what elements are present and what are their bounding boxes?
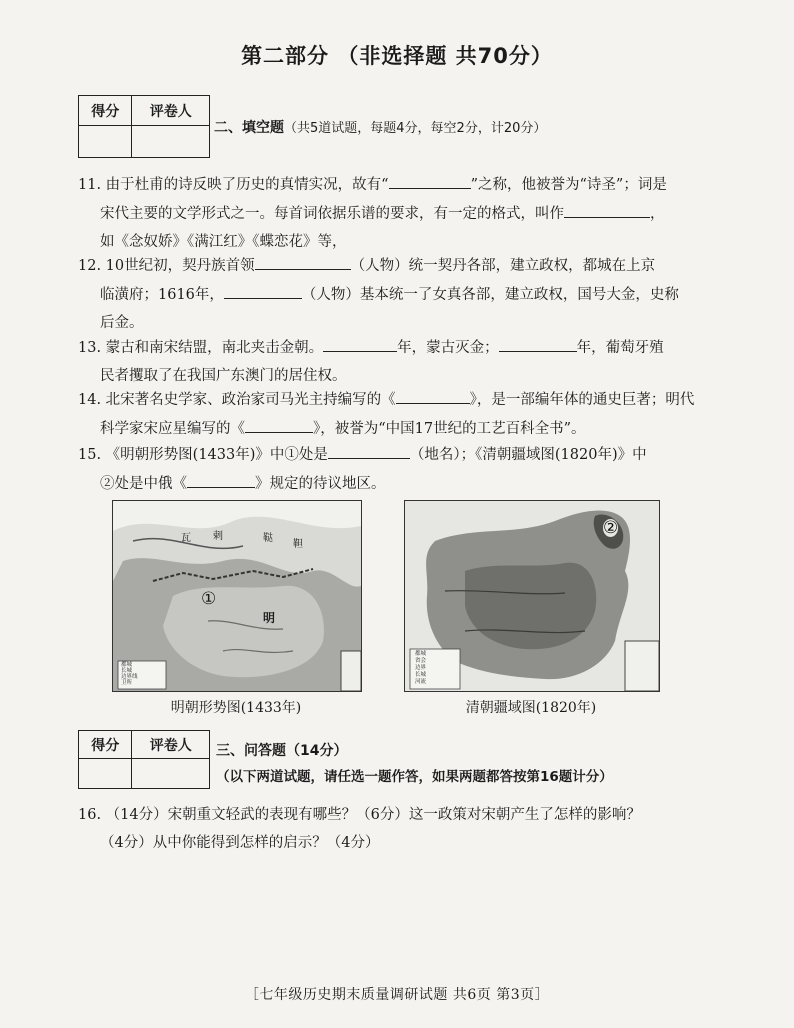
ming-map-graphic [113,501,361,691]
answer-blank[interactable] [187,469,255,488]
section2-note: （共5道试题，每题4分，每空2分，计20分） [284,121,547,136]
q14-text: 科学家宋应星编写的《 [100,421,245,437]
map-label-dada-2: 靼 [293,539,303,550]
score-label: 得分 [79,96,132,126]
map-label-dada-1: 鞑 [263,533,273,544]
qing-map-graphic [405,501,659,691]
q11-text: ， [650,206,665,222]
q15-text: ②处是中俄《 [100,476,187,492]
grader-label: 评卷人 [132,731,210,759]
ming-map-legend [121,662,138,686]
q12-text: 12. 10世纪初，契丹族首领 [78,258,255,274]
section2-title: 二、填空题 [214,120,284,136]
question-13 [78,333,718,390]
answer-blank[interactable] [323,333,397,352]
qing-map-caption: 清朝疆域图(1820年) [465,700,597,716]
q16-text: 16. （14分）宋朝重文轻武的表现有哪些？（6分）这一政策对宋朝产生了怎样的影响？ [78,807,641,823]
legend-item: 长城 [121,668,133,674]
answer-blank[interactable] [499,333,577,352]
legend-item: 都城 [121,662,133,668]
q16-text: （4分）从中你能得到怎样的启示？（4分） [100,835,380,851]
qing-map-legend [415,651,426,686]
score-box-section3 [78,730,210,789]
question-16 [78,801,718,857]
map-label-ming: 明 [263,611,276,625]
q15-text: 15. 《明朝形势图(1433年)》中①处是 [78,447,328,463]
q15-text: （地名）；《清朝疆域图(1820年)》中 [409,447,647,463]
score-box-section2 [78,95,210,158]
q13-text: 年，蒙古灭金； [397,340,499,356]
q12-text: （人物）基本统一了女真各部，建立政权，国号大金，史称 [301,287,679,303]
q12-text: 临潢府；1616年， [100,287,224,303]
q11-text: 如《念奴娇》《满江红》《蝶恋花》等， [100,234,347,250]
map-label-wala-1: 瓦 [181,533,191,544]
answer-blank[interactable] [564,199,650,218]
section3-heading: 三、问答题（14分） [216,743,348,759]
map-marker-1: ① [201,589,217,609]
legend-item: 卫所 [121,680,133,686]
page-title: 第二部分 （非选择题 共70分） [241,44,553,68]
q12-text: （人物）统一契丹各部，建立政权，都城在上京 [350,258,656,274]
q11-text: ”之称，他被誉为“诗圣”；词是 [470,177,667,193]
grader-cell [132,126,210,158]
qing-map [404,500,660,692]
answer-blank[interactable] [255,251,351,270]
grader-cell [132,759,210,789]
question-11 [78,170,718,256]
answer-blank[interactable] [328,440,410,459]
question-14 [78,385,718,443]
score-cell [79,126,132,158]
q13-text: 年，葡萄牙殖 [576,340,664,356]
q11-text: 宋代主要的文学形式之一。每首词依据乐谱的要求，有一定的格式，叫作 [100,206,564,222]
score-cell [79,759,132,789]
answer-blank[interactable] [396,385,470,404]
legend-item: 长城 [415,672,427,678]
q14-text: 》，被誉为“中国17世纪的工艺百科全书”。 [313,421,586,437]
q14-text: 》，是一部编年体的通史巨著；明代 [469,392,695,408]
page-footer: ［七年级历史期末质量调研试题 共6页 第3页］ [244,987,550,1003]
q14-text: 14. 北宋著名史学家、政治家司马光主持编写的《 [78,392,396,408]
legend-item: 边界线 [121,674,138,680]
q13-text: 13. 蒙古和南宋结盟，南北夹击金朝。 [78,340,324,356]
map-label-wala-2: 剌 [213,531,223,542]
legend-item: 边界 [415,665,427,671]
section2-heading [214,117,546,137]
question-15 [78,440,718,498]
answer-blank[interactable] [389,170,471,189]
section3-note: （以下两道试题，请任选一题作答，如果两题都答按第16题计分） [216,769,613,785]
ming-map [112,500,362,692]
legend-item: 河流 [415,679,427,685]
grader-label: 评卷人 [132,96,210,126]
legend-item: 都城 [415,651,427,657]
map-marker-2: ② [603,518,619,538]
question-12 [78,251,718,337]
score-label: 得分 [79,731,132,759]
ming-map-caption: 明朝形势图(1433年) [170,700,302,716]
answer-blank[interactable] [245,414,313,433]
q15-text: 》规定的待议地区。 [255,476,386,492]
q12-text: 后金。 [100,315,144,331]
q13-text: 民者攫取了在我国广东澳门的居住权。 [100,368,347,384]
q11-text: 11. 由于杜甫的诗反映了历史的真情实况，故有“ [78,177,389,193]
legend-item: 省会 [415,658,427,664]
answer-blank[interactable] [224,280,302,299]
